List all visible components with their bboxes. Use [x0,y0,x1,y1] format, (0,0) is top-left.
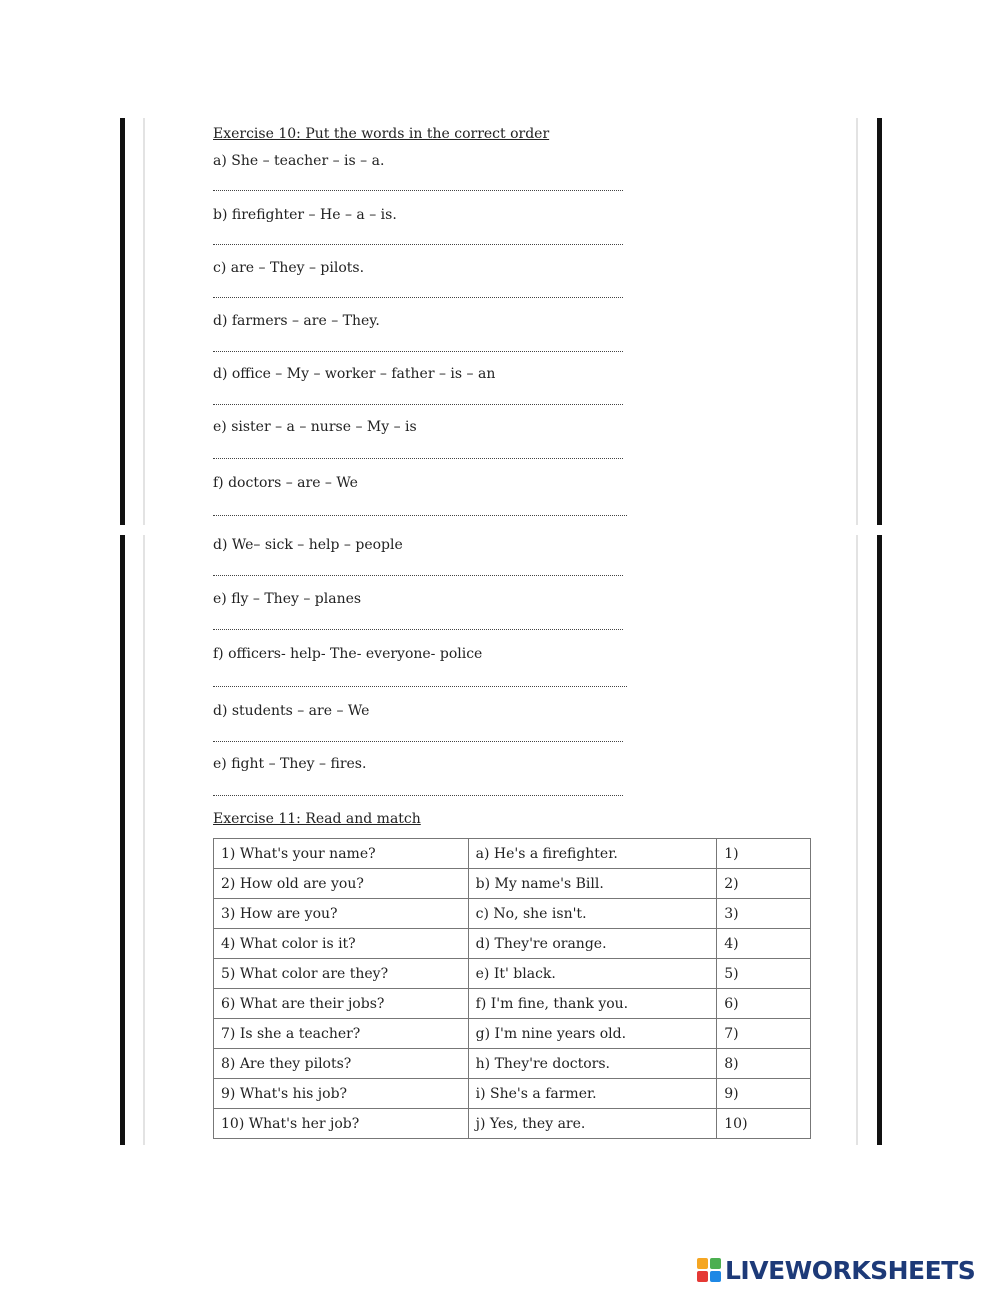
match-cell[interactable]: 1) [717,839,811,869]
answer-line [213,351,623,352]
logo-text: LIVEWORKSHEETS [725,1255,976,1285]
logo-block-4 [710,1271,721,1282]
answer-cell: a) He's a firefighter. [468,839,717,869]
table-row [214,1049,811,1079]
answer-line [213,244,623,245]
answer-cell: i) She's a farmer. [468,1079,717,1109]
answer-line [213,629,623,630]
table-row [214,1109,811,1139]
match-cell[interactable]: 9) [717,1079,811,1109]
match-cell[interactable]: 5) [717,959,811,989]
table-row [214,839,811,869]
table-row [214,869,811,899]
exercise-11-title: Exercise 11: Read and match [213,811,421,827]
match-cell[interactable]: 7) [717,1019,811,1049]
right-frame-bar-top [877,118,882,525]
table-row [214,929,811,959]
question-cell: 3) How are you? [214,899,469,929]
right-inner-line-bottom [856,535,858,1145]
answer-line [213,515,627,516]
question-cell: 1) What's your name? [214,839,469,869]
exercise-10-item-f2: f) officers- help- The- everyone- police [213,646,483,662]
answer-line [213,404,623,405]
question-cell: 4) What color is it? [214,929,469,959]
answer-line [213,297,623,298]
answer-cell: j) Yes, they are. [468,1109,717,1139]
question-cell: 5) What color are they? [214,959,469,989]
exercise-10-item-d1: d) farmers – are – They. [213,313,380,329]
question-cell: 2) How old are you? [214,869,469,899]
table-row [214,1019,811,1049]
logo-block-2 [710,1258,721,1269]
match-cell[interactable]: 8) [717,1049,811,1079]
logo-block-1 [697,1258,708,1269]
match-cell[interactable]: 6) [717,989,811,1019]
answer-cell: f) I'm fine, thank you. [468,989,717,1019]
answer-cell: d) They're orange. [468,929,717,959]
question-cell: 6) What are their jobs? [214,989,469,1019]
right-inner-line-top [856,118,858,525]
left-frame-bar-bottom [120,535,125,1145]
exercise-10-item-d3: d) We– sick – help – people [213,537,403,553]
answer-line [213,458,623,459]
logo-block-3 [697,1271,708,1282]
table-row [214,989,811,1019]
logo-blocks-icon [697,1258,721,1282]
table-row [214,1079,811,1109]
left-inner-line-top [143,118,145,525]
left-inner-line-bottom [143,535,145,1145]
answer-cell: g) I'm nine years old. [468,1019,717,1049]
exercise-10-item-e2: e) fly – They – planes [213,591,362,607]
liveworksheets-logo[interactable] [697,1255,975,1285]
question-cell: 9) What's his job? [214,1079,469,1109]
exercise-10-item-c: c) are – They – pilots. [213,260,365,276]
answer-line [213,190,623,191]
table-row [214,959,811,989]
exercise-10-item-a: a) She – teacher – is – a. [213,153,385,169]
answer-cell: b) My name's Bill. [468,869,717,899]
answer-line [213,575,623,576]
exercise-10-item-b: b) firefighter – He – a – is. [213,207,397,223]
match-cell[interactable]: 10) [717,1109,811,1139]
exercise-10-item-d4: d) students – are – We [213,703,370,719]
match-table [213,838,811,1139]
right-frame-bar-bottom [877,535,882,1145]
exercise-10-item-d2: d) office – My – worker – father – is – an [213,366,496,382]
question-cell: 7) Is she a teacher? [214,1019,469,1049]
answer-cell: h) They're doctors. [468,1049,717,1079]
exercise-10-title: Exercise 10: Put the words in the correct order [213,126,550,142]
question-cell: 8) Are they pilots? [214,1049,469,1079]
answer-line [213,795,623,796]
match-cell[interactable]: 4) [717,929,811,959]
left-frame-bar-top [120,118,125,525]
answer-line [213,741,623,742]
question-cell: 10) What's her job? [214,1109,469,1139]
match-cell[interactable]: 3) [717,899,811,929]
match-cell[interactable]: 2) [717,869,811,899]
answer-line [213,686,627,687]
table-row [214,899,811,929]
exercise-10-item-e1: e) sister – a – nurse – My – is [213,419,417,435]
exercise-10-item-f1: f) doctors – are – We [213,475,358,491]
exercise-10-item-e3: e) fight – They – fires. [213,756,367,772]
answer-cell: e) It' black. [468,959,717,989]
answer-cell: c) No, she isn't. [468,899,717,929]
